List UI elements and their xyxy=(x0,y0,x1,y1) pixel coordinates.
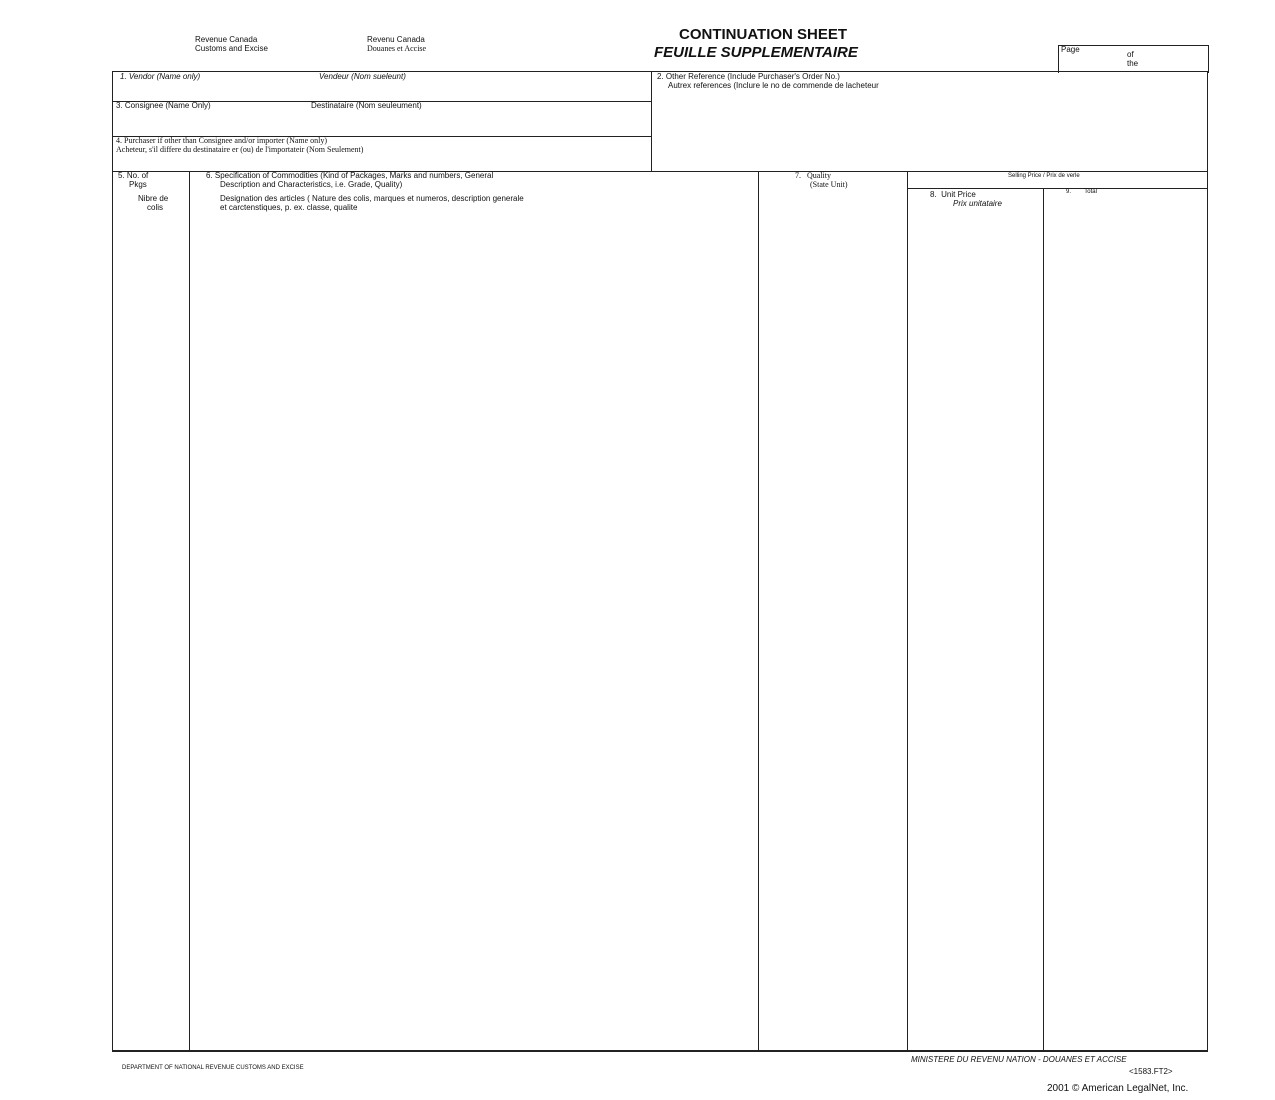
vendor-label: 1. Vendor (Name only) xyxy=(120,72,201,81)
form-code: <1583.FT2> xyxy=(1129,1067,1173,1076)
copyright: 2001 © American LegalNet, Inc. xyxy=(1047,1083,1189,1094)
pkgs-label-fr-2: colis xyxy=(147,203,164,212)
title-fr: FEUILLE SUPPLEMENTAIRE xyxy=(654,44,858,61)
spec-label-fr-1: Designation des articles ( Nature des colis, marques et numeros, description generale xyxy=(220,194,524,203)
vendor-label-fr: Vendeur (Nom sueleunt) xyxy=(319,72,406,81)
pkgs-label-fr-1: Nibre de xyxy=(138,194,169,203)
spec-label-2: Description and Characteristics, i.e. Grade, Quality) xyxy=(220,180,403,189)
total-label: 9. Total xyxy=(1066,189,1097,195)
agency-fr-2: Douanes et Accise xyxy=(367,44,427,53)
consignee-label: 3. Consignee (Name Only) xyxy=(116,101,211,110)
unit-price-column-field[interactable] xyxy=(908,210,1043,1050)
the-label: the xyxy=(1127,59,1139,68)
pkgs-label-2: Pkgs xyxy=(129,180,147,189)
spec-label-1: 6. Specification of Commodities (Kind of Packages, Marks and numbers, General xyxy=(206,171,494,180)
footer-dept-fr: MINISTERE DU REVENU NATION - DOUANES ET ACCISE xyxy=(911,1055,1127,1064)
title-en: CONTINUATION SHEET xyxy=(679,26,848,43)
agency-en-2: Customs and Excise xyxy=(195,44,268,53)
quality-label-2: (State Unit) xyxy=(810,180,848,189)
quality-label-1: 7. Quality xyxy=(795,171,831,180)
consignee-label-fr: Destinataire (Nom seuleument) xyxy=(311,101,422,110)
other-reference-label-fr: Autrex references (Inclure le no de commende de lacheteur xyxy=(668,81,879,90)
pkgs-label-1: 5. No. of xyxy=(118,171,149,180)
footer-dept-en: DEPARTMENT OF NATIONAL REVENUE CUSTOMS AND EXCISE xyxy=(122,1065,304,1071)
spec-label-fr-2: et carctenstiques, p. ex. classe, qualite xyxy=(220,203,358,212)
of-label: of xyxy=(1127,50,1134,59)
unit-price-label-fr: Prix unitataire xyxy=(953,199,1002,208)
other-reference-label: 2. Other Reference (Include Purchaser's Order No.) xyxy=(657,72,840,81)
total-column-field[interactable] xyxy=(1044,200,1207,1050)
agency-en-1: Revenue Canada xyxy=(195,35,258,44)
selling-price-label: Selling Price / Prix de verle xyxy=(1008,173,1080,179)
pkgs-column-field[interactable] xyxy=(113,215,189,1050)
spec-column-field[interactable] xyxy=(190,215,758,1050)
purchaser-label: 4. Purchaser if other than Consignee and/or importer (Name only) xyxy=(116,136,328,145)
purchaser-label-fr: Acheteur, s'il differe du destinataire er (ou) de l'importateir (Nom Seulement) xyxy=(116,145,364,154)
page-label: Page xyxy=(1061,45,1080,54)
quality-column-field[interactable] xyxy=(759,190,907,1050)
unit-price-label: 8. Unit Price xyxy=(930,190,976,199)
agency-fr-1: Revenu Canada xyxy=(367,35,425,44)
